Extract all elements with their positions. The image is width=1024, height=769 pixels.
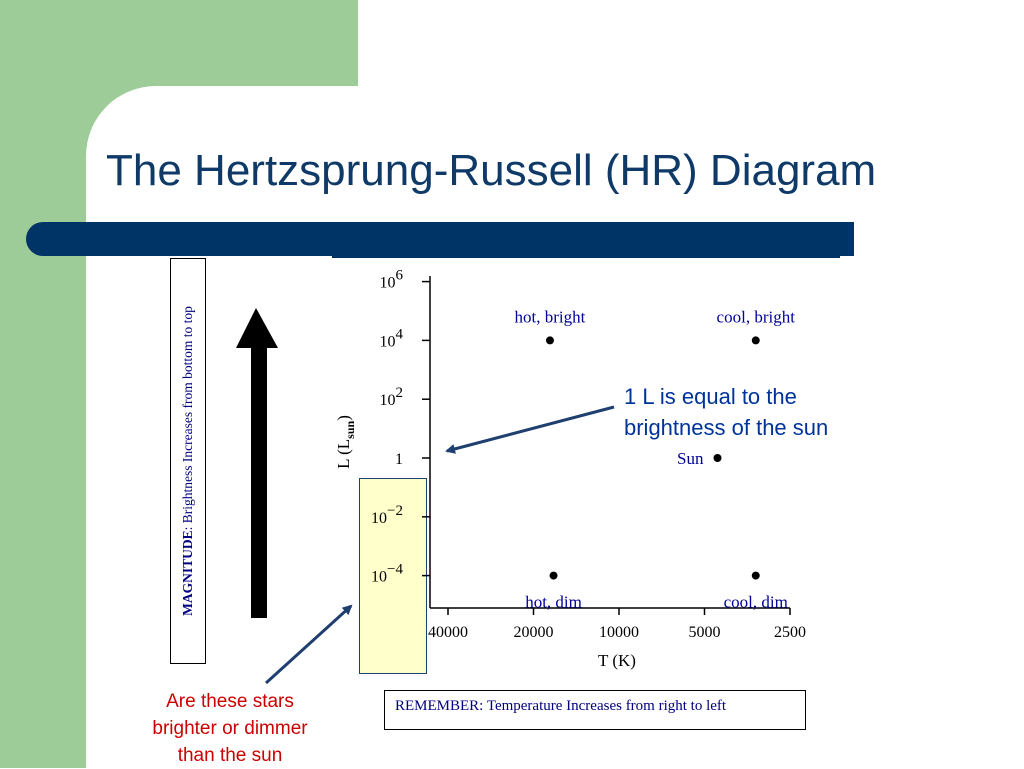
y-tick-base: 10	[371, 509, 388, 527]
y-tick-exponent: 6	[395, 267, 403, 284]
star-point-label: hot, dim	[525, 592, 582, 612]
y-tick-label	[380, 326, 404, 350]
star-point	[752, 572, 760, 580]
y-tick-base: 10	[379, 274, 396, 292]
y-axis-label	[334, 415, 357, 469]
star-point-label: hot, bright	[514, 307, 586, 327]
y-tick-exponent: 2	[395, 385, 403, 402]
brightness-arrow	[236, 308, 278, 618]
x-tick-label: 20000	[513, 624, 554, 641]
star-point	[550, 572, 558, 580]
y-tick-base: 1	[395, 451, 403, 468]
y-tick-label	[371, 503, 403, 527]
dim-pointer-arrow	[266, 606, 351, 683]
star-point	[713, 454, 721, 462]
y-axis-label-close: )	[334, 415, 353, 421]
star-point-label: Sun	[677, 449, 704, 468]
x-tick-label: 40000	[428, 624, 468, 641]
y-axis-label-sub: sun	[343, 420, 357, 439]
sun-pointer-arrow	[447, 407, 614, 451]
y-tick-label	[380, 385, 404, 409]
y-axis-label-main: L (L	[334, 438, 353, 469]
x-tick-label: 5000	[688, 624, 721, 641]
y-tick-base: 10	[379, 333, 396, 351]
magnitude-label-bold: MAGNITUDE	[180, 530, 195, 616]
y-tick-base: 10	[379, 392, 396, 410]
dimmer-question: Are these stars brighter or dimmer than the sun	[152, 691, 308, 766]
x-tick-label: 10000	[599, 624, 639, 641]
star-point-label: cool, dim	[723, 592, 788, 612]
magnitude-label-rest: : Brightness Increases from bottom to top	[180, 306, 195, 531]
star-points	[515, 307, 796, 611]
remember-box: REMEMBER: Temperature Increases from right to left	[384, 690, 806, 730]
y-ticks	[371, 268, 430, 586]
x-ticks	[428, 608, 806, 641]
y-tick-label	[371, 562, 403, 586]
x-tick-label: 2500	[774, 624, 806, 641]
x-axis-label: T (K)	[598, 651, 636, 670]
y-tick-label	[380, 268, 404, 292]
y-tick-exponent: −4	[387, 561, 403, 578]
star-point	[752, 336, 760, 344]
star-point-label: cool, bright	[716, 307, 795, 327]
sun-brightness-note: 1 L is equal to the brightness of the sun	[624, 384, 829, 440]
star-point	[546, 336, 554, 344]
y-tick-base: 10	[371, 568, 388, 586]
y-tick-label	[395, 451, 403, 468]
y-tick-exponent: −2	[387, 502, 403, 519]
slide-title: The Hertzsprung-Russell (HR) Diagram	[106, 146, 877, 195]
y-tick-exponent: 4	[395, 326, 403, 343]
